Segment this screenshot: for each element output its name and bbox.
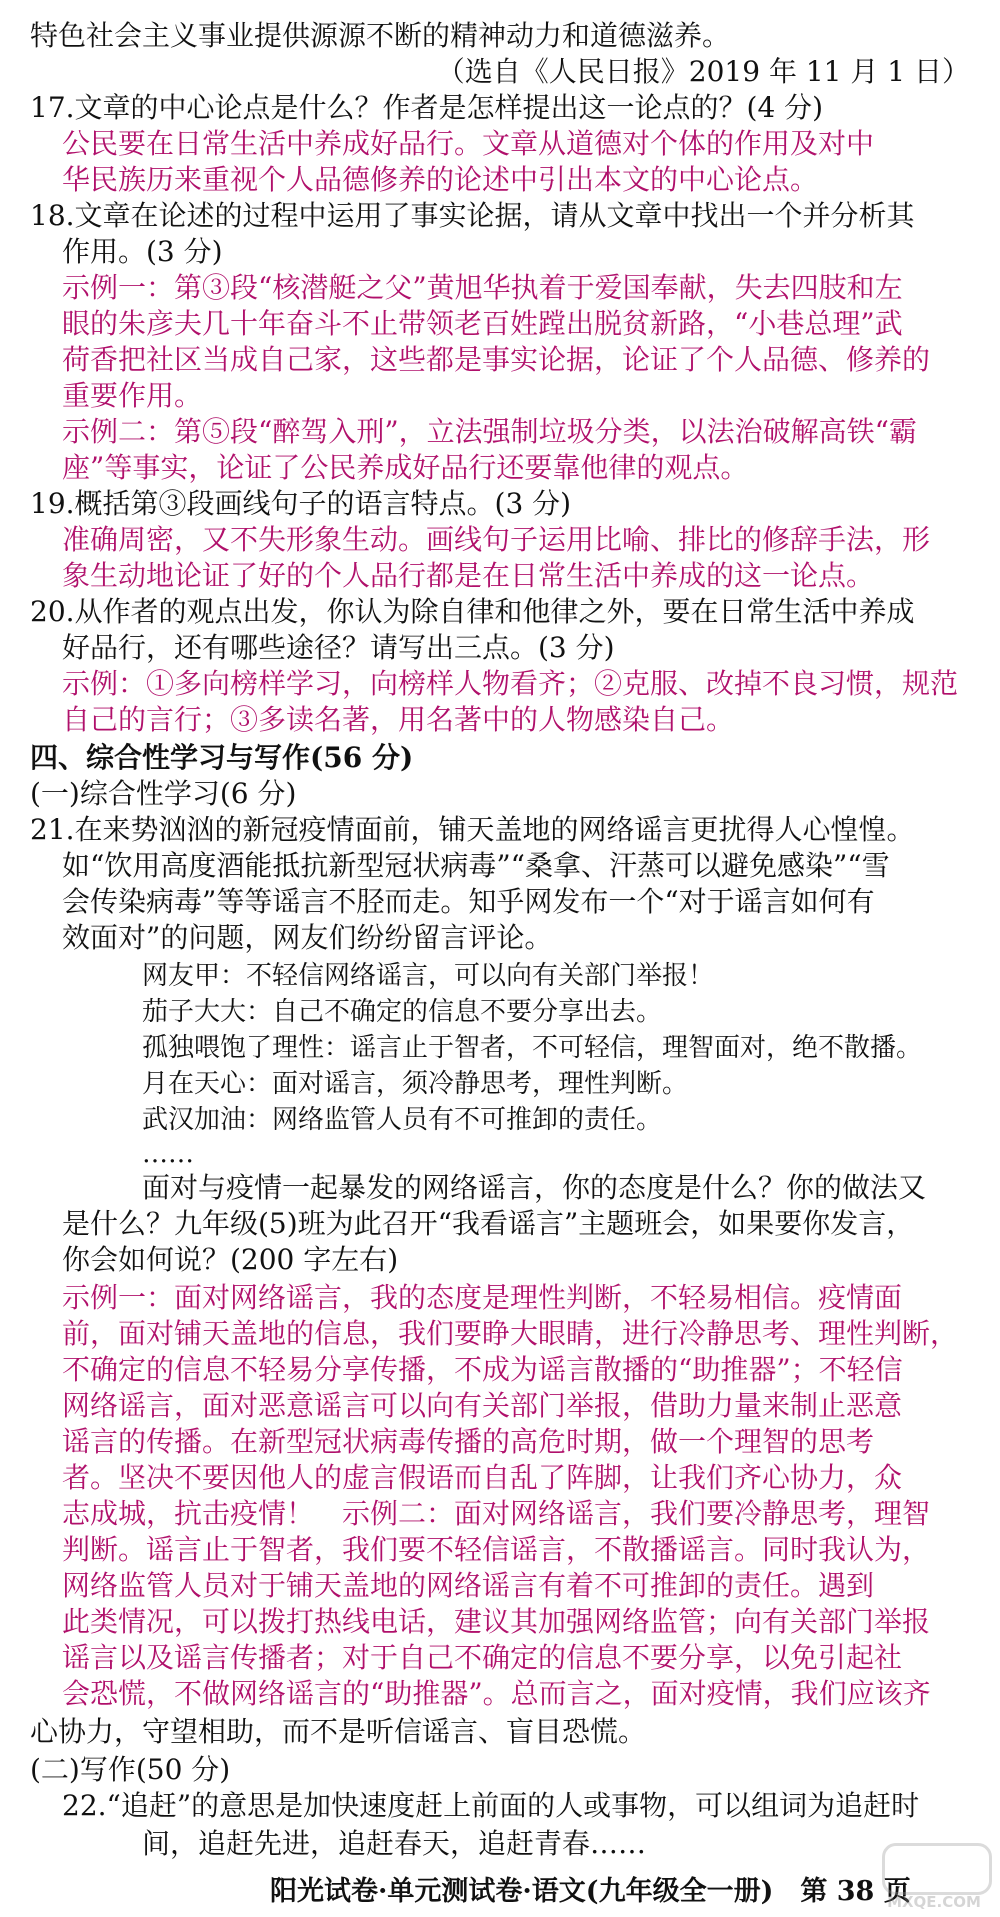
- text-line: 特色社会主义事业提供源源不断的精神动力和道德滋养。: [30, 19, 731, 52]
- page-footer: 阳光试卷·单元测试卷·语文(九年级全一册) 第 38 页: [270, 1876, 911, 1907]
- question-19: 19.概括第③段画线句子的语言特点。(3 分): [30, 487, 572, 520]
- answer-line: 眼的朱彦夫几十年奋斗不止带领老百姓蹚出脱贫新路，“小巷总理”武: [62, 307, 903, 340]
- comment-line: 网友甲：不轻信网络谣言，可以向有关部门举报！: [142, 961, 715, 991]
- answer-line: 此类情况，可以拨打热线电话，建议其加强网络监管；向有关部门举报: [62, 1605, 931, 1638]
- text-line: 如“饮用高度酒能抵抗新型冠状病毒”“桑拿、汗蒸可以避免感染”“雪: [62, 849, 890, 882]
- answer-line: 网络监管人员对于铺天盖地的网络谣言有着不可推卸的责任。遇到: [62, 1569, 875, 1602]
- ellipsis: ……: [142, 1139, 194, 1169]
- question-20: 20.从作者的观点出发，你认为除自律和他律之外，要在日常生活中养成: [30, 595, 915, 628]
- source-line: （选自《人民日报》2019 年 11 月 1 日）: [436, 55, 970, 88]
- answer-line: 华民族历来重视个人品德修养的论述中引出本文的中心论点。: [62, 163, 819, 196]
- watermark-text: MXQE.COM: [887, 1893, 981, 1911]
- text-line: 作用。(3 分): [62, 235, 223, 268]
- text-line: 是什么？九年级(5)班为此召开“我看谣言”主题班会，如果要你发言，: [62, 1207, 915, 1240]
- answer-line: 荷香把社区当成自己家，这些都是事实论据，论证了个人品德、修养的: [62, 343, 931, 376]
- answer-line: 象生动地论证了好的个人品行都是在日常生活中养成的这一论点。: [62, 559, 875, 592]
- comment-line: 茄子大大：自己不确定的信息不要分享出去。: [142, 997, 663, 1027]
- question-21: 21.在来势汹汹的新冠疫情面前，铺天盖地的网络谣言更扰得人心惶惶。: [30, 813, 915, 846]
- answer-line: 示例二：第⑤段“醉驾入刑”，立法强制垃圾分类，以法治破解高铁“霸: [62, 415, 917, 448]
- text-line: 你会如何说？(200 字左右): [62, 1243, 399, 1276]
- answer-line: 示例：①多向榜样学习，向榜样人物看齐；②克服、改掉不良习惯，规范: [62, 667, 959, 700]
- text-line: 面对与疫情一起暴发的网络谣言，你的态度是什么？你的做法又: [142, 1171, 927, 1204]
- text-line: 间，追赶先进，追赶春天，追赶青春……: [142, 1827, 647, 1860]
- section-heading: 四、综合性学习与写作(56 分): [30, 741, 414, 774]
- answer-line: 公民要在日常生活中养成好品行。文章从道德对个体的作用及对中: [62, 127, 875, 160]
- watermark-badge-icon: [882, 1843, 992, 1895]
- watermark-logo: [874, 1843, 994, 1913]
- answer-line: 重要作用。: [62, 379, 203, 412]
- answer-line: 谣言以及谣言传播者；对于自己不确定的信息不要分享，以免引起社: [62, 1641, 903, 1674]
- subsection-heading: 心协力，守望相助，而不是听信谣言、盲目恐慌。: [30, 1715, 647, 1748]
- text-line: 会传染病毒”等等谣言不胫而走。知乎网发布一个“对于谣言如何有: [62, 885, 875, 918]
- subsection-heading: (一)综合性学习(6 分): [30, 777, 297, 810]
- answer-line: 不确定的信息不轻易分享传播，不成为谣言散播的“助推器”；不轻信: [62, 1353, 903, 1386]
- comment-line: 孤独喂饱了理性：谣言止于智者，不可轻信，理智面对，绝不散播。: [142, 1033, 923, 1063]
- text-line: 好品行，还有哪些途径？请写出三点。(3 分): [62, 631, 615, 664]
- answer-line: 志成城，抗击疫情！ 示例二：面对网络谣言，我们要冷静思考，理智: [62, 1497, 931, 1530]
- answer-line: 准确周密，又不失形象生动。画线句子运用比喻、排比的修辞手法，形: [62, 523, 931, 556]
- answer-line: 者。坚决不要因他人的虚言假语而自乱了阵脚，让我们齐心协力，众: [62, 1461, 903, 1494]
- comment-line: 武汉加油：网络监管人员有不可推卸的责任。: [142, 1105, 663, 1135]
- answer-line: 自己的言行；③多读名著，用名著中的人物感染自己。: [62, 703, 735, 736]
- question-22: (二)写作(50 分): [30, 1753, 231, 1786]
- answer-line: 谣言的传播。在新型冠状病毒传播的高危时期，做一个理智的思考: [62, 1425, 875, 1458]
- answer-line: 示例一：面对网络谣言，我的态度是理性判断，不轻易相信。疫情面: [62, 1281, 903, 1314]
- text-line: 22.“追赶”的意思是加快速度赶上前面的人或事物，可以组词为追赶时: [62, 1789, 920, 1822]
- answer-line: 座”等事实，论证了公民养成好品行还要靠他律的观点。: [62, 451, 749, 484]
- text-line: 效面对”的问题，网友们纷纷留言评论。: [62, 921, 553, 954]
- answer-line: 判断。谣言止于智者，我们要不轻信谣言，不散播谣言。同时我认为，: [62, 1533, 931, 1566]
- answer-line: 前，面对铺天盖地的信息，我们要睁大眼睛，进行冷静思考、理性判断，: [62, 1317, 959, 1350]
- question-17: 17.文章的中心论点是什么？作者是怎样提出这一论点的？(4 分): [30, 91, 824, 124]
- comment-line: 月在天心：面对谣言，须冷静思考，理性判断。: [142, 1069, 689, 1099]
- answer-line: 会恐慌，不做网络谣言的“助推器”。总而言之，面对疫情，我们应该齐: [62, 1677, 931, 1710]
- answer-line: 示例一：第③段“核潜艇之父”黄旭华执着于爱国奉献，失去四肢和左: [62, 271, 903, 304]
- question-18: 18.文章在论述的过程中运用了事实论据，请从文章中找出一个并分析其: [30, 199, 915, 232]
- answer-line: 网络谣言，面对恶意谣言可以向有关部门举报，借助力量来制止恶意: [62, 1389, 903, 1422]
